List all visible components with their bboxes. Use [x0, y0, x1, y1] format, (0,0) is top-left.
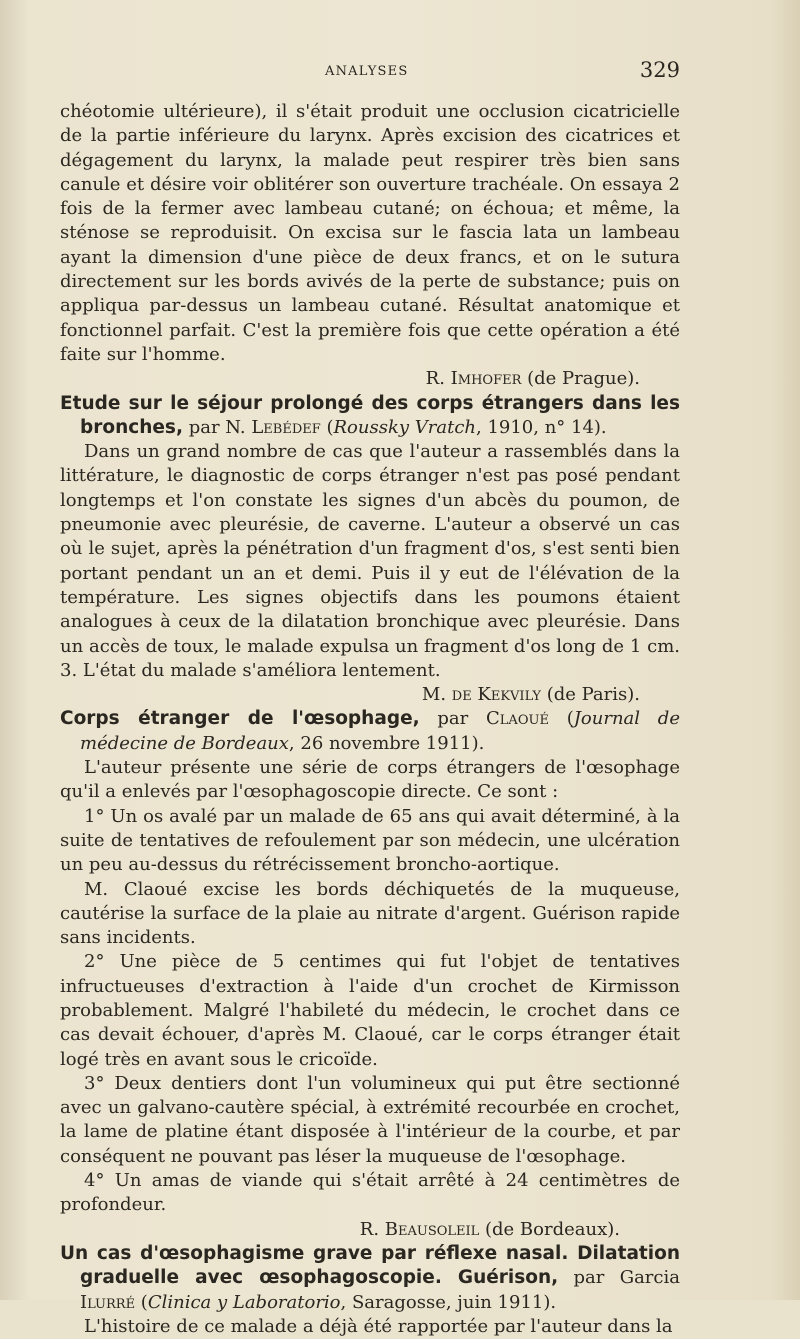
journal-name: Clinica y Laboratorio [147, 1291, 341, 1313]
journal-name: Journal de médecine de Bordeaux [80, 708, 680, 754]
signature: R. Imhofer (de Prague). [425, 368, 640, 390]
abstract-text: L'histoire de ce malade a déjà été rapportée par l'auteur dans la [84, 1315, 673, 1337]
signature: M. de Kekvily (de Paris). [421, 684, 640, 706]
abstract-text: Dans un grand nombre de cas que l'auteur a rassemblés dans la littérature, le diagnostic de corps étranger n'est pas posé pendant longtemps et l'on constate les signes d'un abcès du poumon, de pneumonie avec pleurésie, de caverne. L'auteur a observé un cas où le sujet, après la pénétration d'un fragment d'os, s'est senti bien portant pendant un an et demi. Puis il y eut de l'élévation de la température. Les signes objectifs dans les poumons étaient analogues à ceux de la dilatation bronchique avec pleurésie. Dans un accès de toux, le malade expulsa un fragment d'os long de 1 cm. 3. L'état du malade s'améliora lentement. [60, 441, 680, 681]
list-item: 3° Deux dentiers dont l'un volumineux qui put être sectionné avec un galvano-cautère spécial, à extrémité recourbée en crochet, la lame de platine étant disposée à l'intérieur de la courbe, et par conséquent ne pouvant pas léser la muqueuse de l'œsophage. [60, 1072, 680, 1167]
running-title: ANALYSES [325, 64, 409, 79]
abstract-continuation: chéotomie ultérieure), il s'était produit une occlusion cicatricielle de la partie inférieure du larynx. Après excision des cicatrices et dégagement du larynx, la malade peut respirer très bien sans canule et désire voir oblitérer son ouverture trachéale. On essaya 2 fois de la fermer avec lambeau cutané; on échoua; et même, la sténose se reproduisit. On excisa sur le fascia lata un lambeau ayant la dimension d'une pièce de deux francs, et on le sutura directement sur les bords avivés de la perte de substance; puis on appliqua par-dessus un lambeau cutané. Résultat anatomique et fonctionnel parfait. C'est la première fois que cette opération a été faite sur l'homme. [60, 101, 680, 365]
article-title: Un cas d'œsophagisme grave par réflexe nasal. Dilatation graduelle avec œsophagoscopie. Guérison, [60, 1242, 680, 1289]
running-header [60, 58, 680, 88]
article-author: Claoué [486, 708, 549, 730]
article-author: Ilurré [80, 1291, 136, 1313]
article-heading: Etude sur le séjour prolongé des corps étrangers dans les bronches, par N. Lebédef (Roussky Vratch, 1910, n° 14). [60, 392, 680, 438]
article-heading: Corps étranger de l'œsophage, par Claoué (Journal de médecine de Bordeaux, 26 novembre 1911). [60, 708, 680, 754]
list-item: 2° Une pièce de 5 centimes qui fut l'objet de tentatives infructueuses d'extraction à l'aide d'un crochet de Kirmisson probablement. Malgré l'habileté du médecin, le crochet dans ce cas devait échouer, d'après M. Claoué, car le corps étranger était logé très en avant sous le cricoïde. [60, 951, 680, 1070]
list-item: M. Claoué excise les bords déchiquetés de la muqueuse, cautérise la surface de la plaie au nitrate d'argent. Guérison rapide sans incidents. [60, 878, 680, 949]
article-heading: Un cas d'œsophagisme grave par réflexe nasal. Dilatation graduelle avec œsophagoscopie. Guérison, par Garcia Ilurré (Clinica y Laboratorio, Saragosse, juin 1911). [60, 1242, 680, 1313]
article-author: Lebédef [251, 416, 321, 438]
signature-name: de Kekvily [451, 684, 541, 706]
page-body [60, 100, 680, 1339]
signature-name: Imhofer [450, 368, 522, 390]
article-title: Corps étranger de l'œsophage, [60, 708, 420, 730]
list-item: 4° Un amas de viande qui s'était arrêté à 24 centimètres de profondeur. [60, 1170, 680, 1216]
page-number: 329 [639, 58, 680, 82]
abstract-text: L'auteur présente une série de corps étrangers de l'œsophage qu'il a enlevés par l'œsophagoscopie directe. Ce sont : [60, 757, 680, 803]
signature-name: Beausoleil [384, 1218, 480, 1240]
journal-name: Roussky Vratch [333, 416, 476, 438]
signature: R. Beausoleil (de Bordeaux). [359, 1218, 620, 1240]
article-title: Etude sur le séjour prolongé des corps étrangers dans les bronches, [60, 392, 680, 438]
list-item: 1° Un os avalé par un malade de 65 ans qui avait déterminé, à la suite de tentatives de refoulement par son médecin, une ulcération un peu au-dessus du rétrécissement broncho-aortique. [60, 805, 680, 876]
